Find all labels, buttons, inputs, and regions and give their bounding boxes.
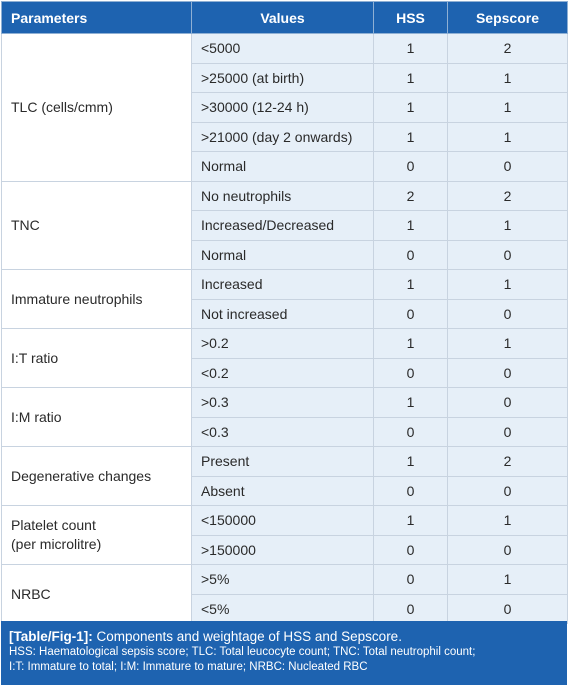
parameter-cell [2,506,192,565]
hss-cell: 1 [374,122,448,152]
value-cell: Absent [192,476,374,506]
parameter-cell: NRBC [2,565,192,624]
value-cell: <0.3 [192,417,374,447]
table-row [2,34,568,64]
sepscore-cell: 1 [448,93,568,123]
hss-cell: 0 [374,594,448,624]
parameter-cell: TLC (cells/cmm) [2,34,192,182]
value-cell: Not increased [192,299,374,329]
sepscore-cell: 2 [448,181,568,211]
value-cell: >150000 [192,535,374,565]
table-row [2,329,568,359]
hss-cell: 1 [374,211,448,241]
parameter-line: Platelet count [11,517,96,533]
value-cell: >0.2 [192,329,374,359]
figure-caption [1,621,567,685]
value-cell: >30000 (12-24 h) [192,93,374,123]
sepscore-cell: 0 [448,388,568,418]
caption-notes-line-2: I:T: Immature to total; I:M: Immature to mature; NRBC: Nucleated RBC [9,661,368,673]
hss-cell: 0 [374,240,448,270]
sepscore-cell: 2 [448,34,568,64]
hss-cell: 1 [374,329,448,359]
value-cell: >25000 (at birth) [192,63,374,93]
value-cell: Increased/Decreased [192,211,374,241]
value-cell: <5% [192,594,374,624]
sepscore-cell: 1 [448,329,568,359]
hss-cell: 1 [374,93,448,123]
table-row [2,447,568,477]
table-body [2,34,568,624]
value-cell: Normal [192,152,374,182]
sepscore-cell: 0 [448,358,568,388]
parameter-line: (per microlitre) [11,536,102,552]
sepscore-cell: 1 [448,211,568,241]
value-cell: No neutrophils [192,181,374,211]
sepscore-cell: 0 [448,417,568,447]
caption-title: Components and weightage of HSS and Sepscore. [92,629,402,644]
value-cell: >21000 (day 2 onwards) [192,122,374,152]
parameter-cell: Immature neutrophils [2,270,192,329]
hss-cell: 0 [374,535,448,565]
sepscore-cell: 2 [448,447,568,477]
table-figure [1,1,567,685]
parameter-cell: I:M ratio [2,388,192,447]
caption-label: [Table/Fig-1]: [9,629,93,644]
sepscore-cell: 0 [448,299,568,329]
table-row [2,181,568,211]
value-cell: <0.2 [192,358,374,388]
hss-cell: 1 [374,388,448,418]
value-cell: <150000 [192,506,374,536]
header-values: Values [192,2,374,34]
sepscore-cell: 1 [448,506,568,536]
sepscore-cell: 0 [448,594,568,624]
sepscore-cell: 0 [448,240,568,270]
hss-cell: 0 [374,299,448,329]
hss-cell: 1 [374,447,448,477]
hss-cell: 1 [374,506,448,536]
table-row [2,565,568,595]
hss-cell: 0 [374,417,448,447]
value-cell: >5% [192,565,374,595]
caption-notes-line-1: HSS: Haematological sepsis score; TLC: Total leucocyte count; TNC: Total neutrophil count; [9,646,476,658]
hss-cell: 1 [374,63,448,93]
sepscore-cell: 1 [448,270,568,300]
value-cell: Present [192,447,374,477]
sepscore-cell: 0 [448,476,568,506]
parameter-cell: I:T ratio [2,329,192,388]
sepscore-cell: 0 [448,535,568,565]
sepscore-cell: 0 [448,152,568,182]
header-parameters: Parameters [2,2,192,34]
hss-cell: 0 [374,476,448,506]
value-cell: >0.3 [192,388,374,418]
header-hss: HSS [374,2,448,34]
sepscore-cell: 1 [448,63,568,93]
hss-cell: 1 [374,34,448,64]
caption-title-line [9,628,559,645]
hss-cell: 2 [374,181,448,211]
header-row [2,2,568,34]
value-cell: <5000 [192,34,374,64]
table-row [2,388,568,418]
value-cell: Normal [192,240,374,270]
table-row [2,270,568,300]
sepscore-cell: 1 [448,565,568,595]
hss-cell: 0 [374,358,448,388]
table-row [2,506,568,536]
value-cell: Increased [192,270,374,300]
sepscore-cell: 1 [448,122,568,152]
data-table [1,1,568,624]
hss-cell: 1 [374,270,448,300]
header-sepscore: Sepscore [448,2,568,34]
parameter-cell: TNC [2,181,192,270]
hss-cell: 0 [374,565,448,595]
parameter-cell: Degenerative changes [2,447,192,506]
hss-cell: 0 [374,152,448,182]
